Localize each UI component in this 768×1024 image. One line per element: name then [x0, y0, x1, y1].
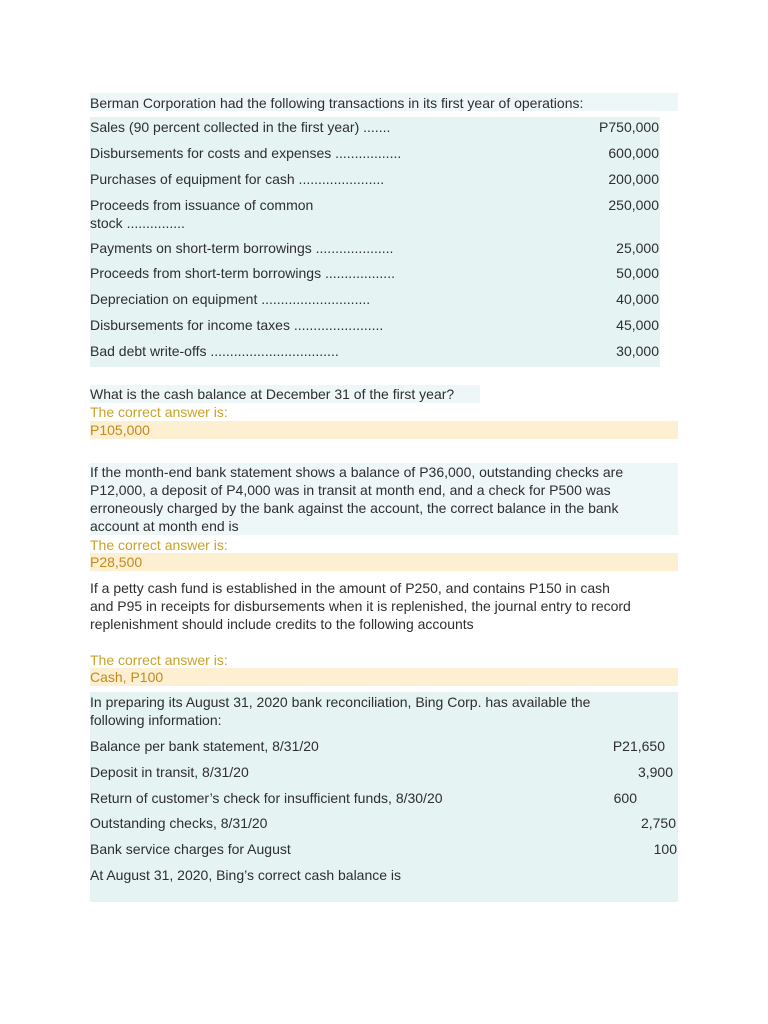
q1-answer: P105,000	[90, 422, 150, 438]
table-row-label: Disbursements for costs and expenses .................	[90, 145, 402, 161]
table-row-label: Return of customer’s check for insufficient funds, 8/30/20	[90, 790, 443, 806]
q1-question: What is the cash balance at December 31 of the first year?	[90, 386, 455, 402]
table-row-label: Proceeds from issuance of common	[90, 197, 314, 213]
q4-intro-line: In preparing its August 31, 2020 bank reconciliation, Bing Corp. has available the	[90, 694, 591, 710]
q3-answer-band	[90, 668, 678, 686]
table-row-value: 30,000	[616, 343, 659, 359]
q2-line: P12,000, a deposit of P4,000 was in transit at month end, and a check for P500 was	[90, 482, 611, 498]
table-row-value: P750,000	[599, 119, 659, 135]
table-row-value: 45,000	[616, 317, 659, 333]
table-row-label: Sales (90 percent collected in the first year) .......	[90, 119, 391, 135]
q4-intro	[90, 693, 590, 729]
table-row-label: Bank service charges for August	[90, 841, 291, 857]
table-row-label: Depreciation on equipment ............................	[90, 291, 371, 307]
table-row-value: 3,900	[637, 764, 673, 780]
q2-question	[90, 463, 623, 535]
table-row-label: Bad debt write-offs .................................	[90, 343, 339, 359]
q3-line: replenishment should include credits to the following accounts	[90, 616, 474, 632]
table-row-label: Balance per bank statement, 8/31/20	[90, 738, 319, 754]
q2-answer-band	[90, 553, 678, 571]
q1-answer-label: The correct answer is:	[90, 404, 228, 420]
q2-answer-label: The correct answer is:	[90, 537, 228, 553]
table-row-value: 50,000	[616, 265, 659, 281]
q3-question	[90, 579, 631, 633]
q2-line: If the month-end bank statement shows a balance of P36,000, outstanding checks are	[90, 464, 624, 480]
table-row-label: Payments on short-term borrowings ....................	[90, 240, 394, 256]
table-row-value: 40,000	[616, 291, 659, 307]
table-row-value: 600	[613, 790, 637, 806]
q4-intro-line: following information:	[90, 712, 222, 728]
q2-answer: P28,500	[90, 554, 143, 570]
q1-intro: Berman Corporation had the following transactions in its first year of operations:	[90, 95, 584, 111]
table-row-value: 200,000	[608, 171, 659, 187]
q4-question: At August 31, 2020, Bing’s correct cash balance is	[90, 867, 402, 883]
q3-line: If a petty cash fund is established in the amount of P250, and contains P150 in cash	[90, 580, 610, 596]
table-row-value: 2,750	[640, 815, 676, 831]
table-row-label: Outstanding checks, 8/31/20	[90, 815, 268, 831]
table-row-value: 100	[653, 841, 677, 857]
table-row-label: Disbursements for income taxes .......................	[90, 317, 384, 333]
table-row-label: Purchases of equipment for cash ......................	[90, 171, 385, 187]
q3-line: and P95 in receipts for disbursements when it is replenished, the journal entry to record	[90, 598, 631, 614]
table-row-label: Deposit in transit, 8/31/20	[90, 764, 249, 780]
table-row-value: 250,000	[608, 197, 659, 213]
q2-line: account at month end is	[90, 518, 239, 534]
table-row-value: P21,650	[612, 738, 665, 754]
q1-answer-band	[90, 421, 678, 439]
table-row-label: Proceeds from short-term borrowings ..................	[90, 265, 395, 281]
q3-answer-label: The correct answer is:	[90, 652, 228, 668]
table-row-value: 600,000	[608, 145, 659, 161]
table-row-label-cont: stock ...............	[90, 215, 185, 231]
q2-line: erroneously charged by the bank against the account, the correct balance in the bank	[90, 500, 619, 516]
table-row-value: 25,000	[616, 240, 659, 256]
q3-answer: Cash, P100	[90, 669, 164, 685]
